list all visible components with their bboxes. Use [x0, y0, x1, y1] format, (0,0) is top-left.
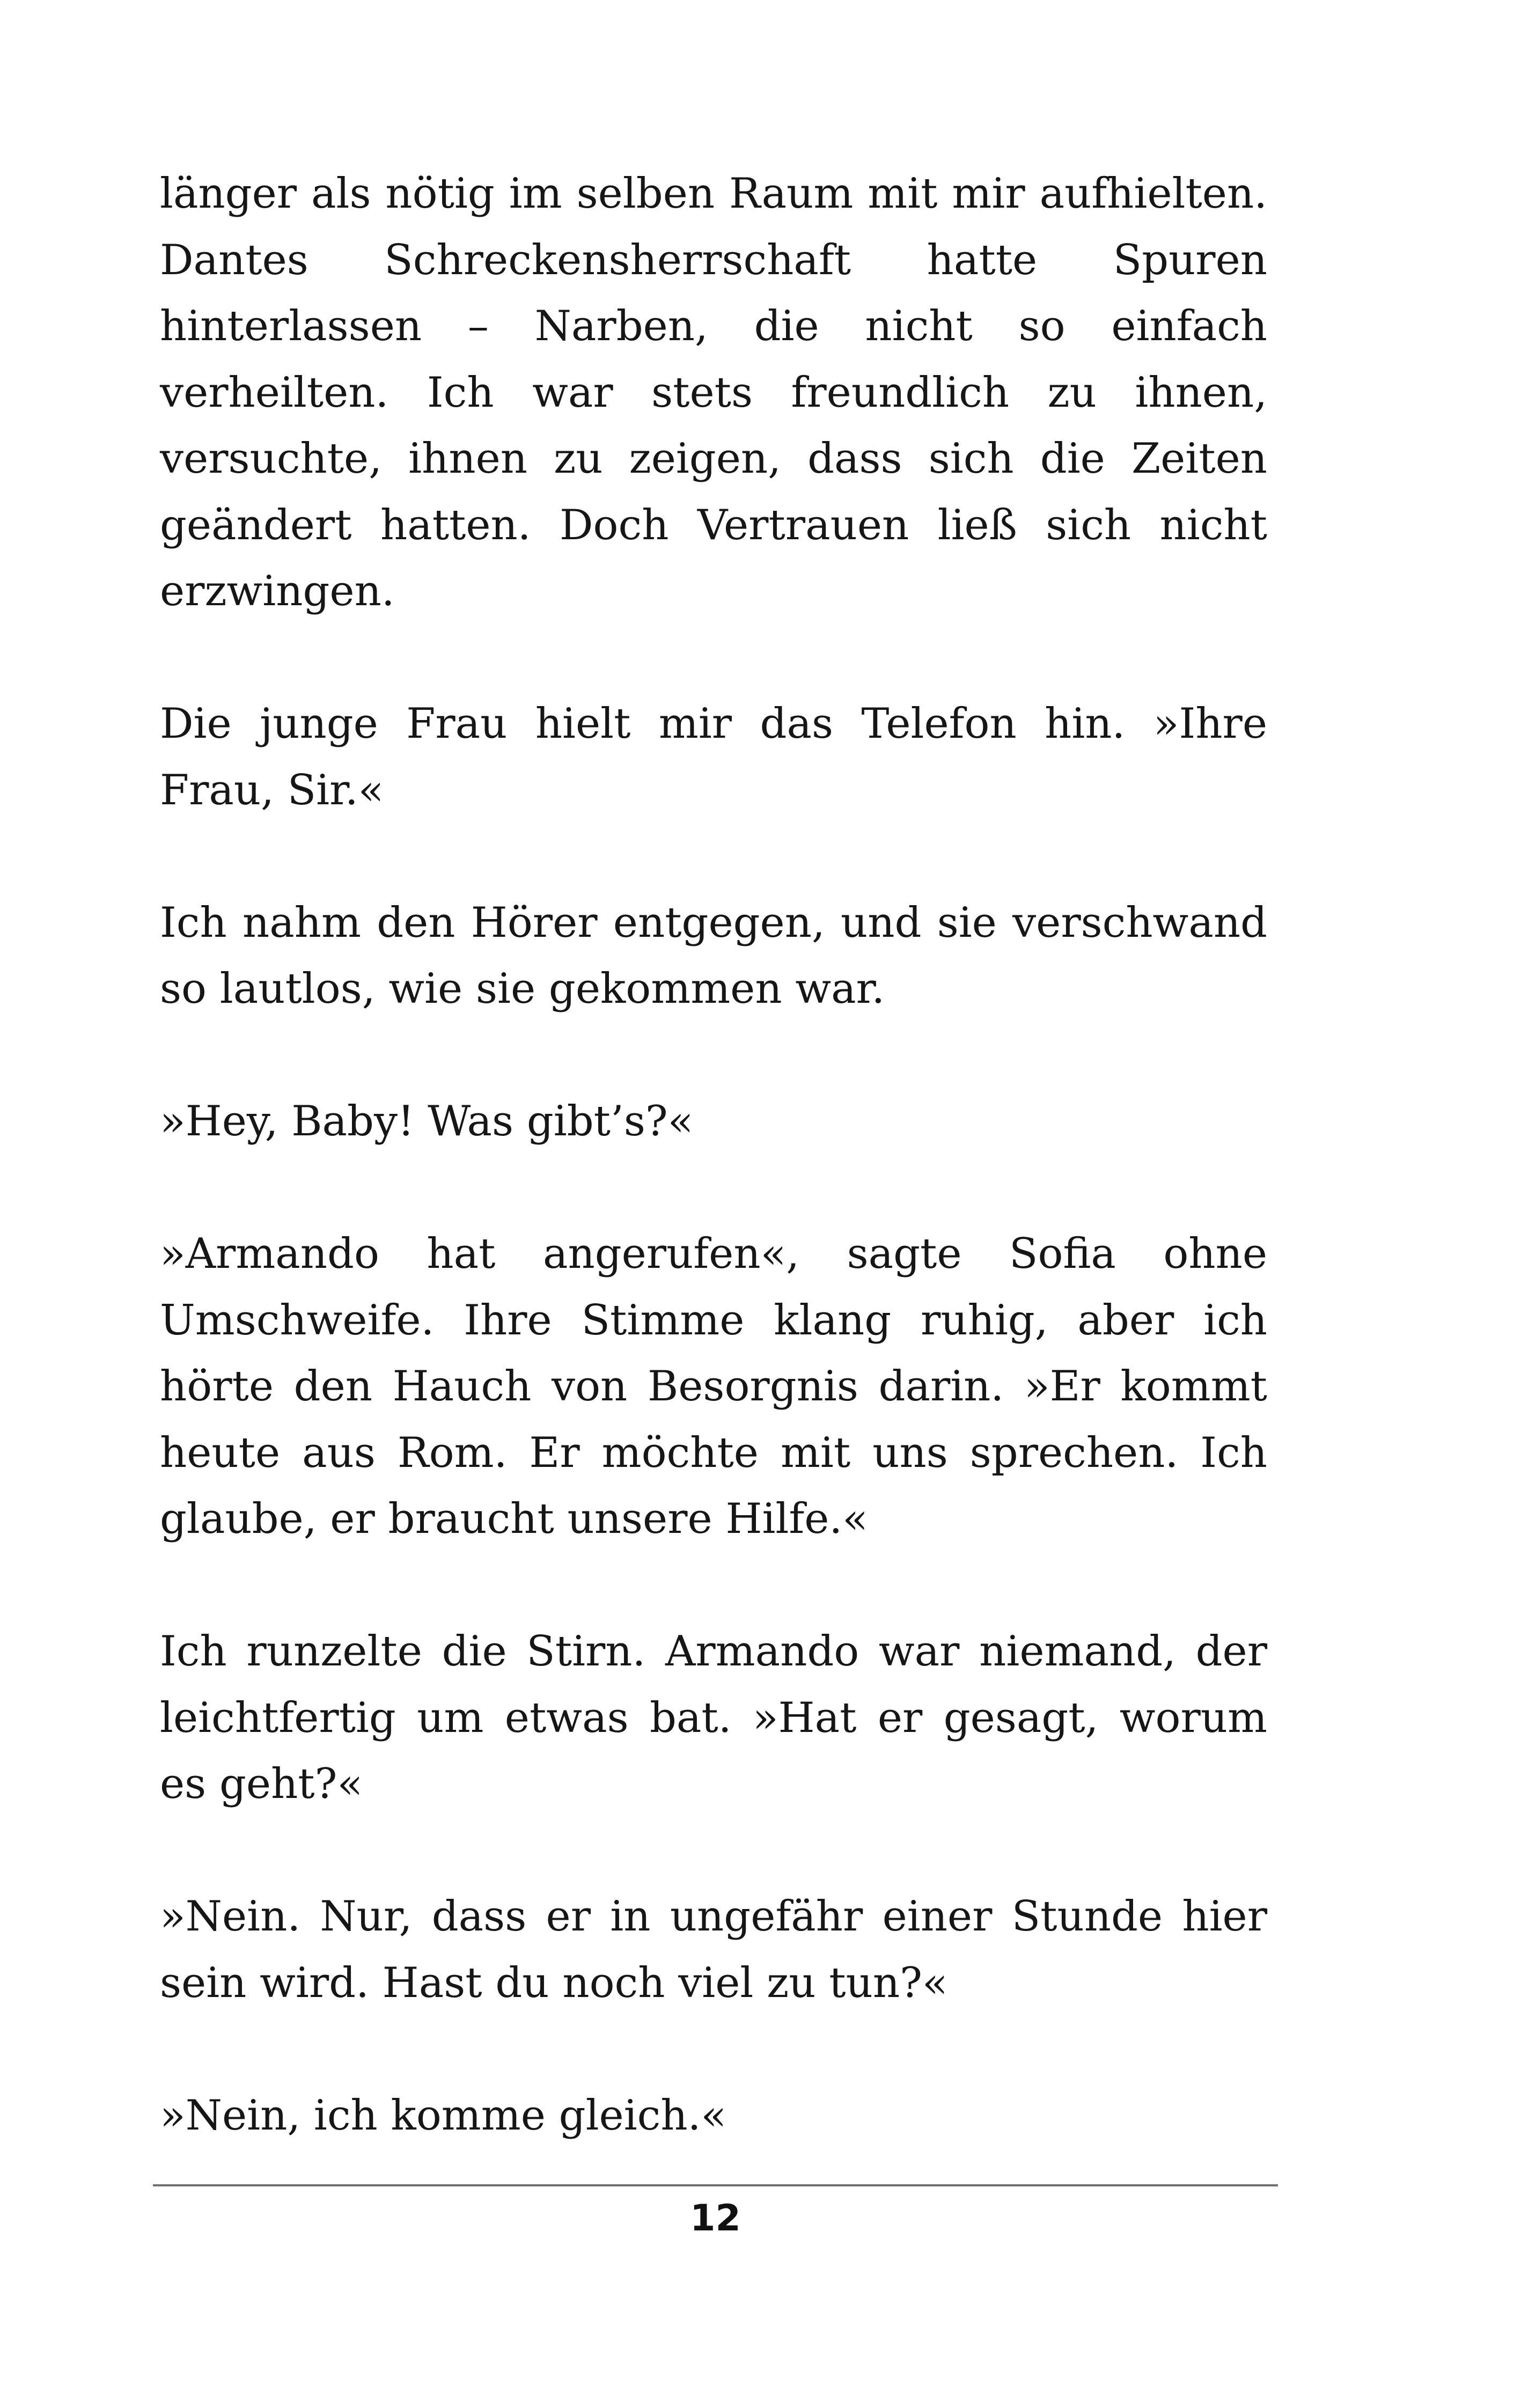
paragraph-3: Ich nahm den Hörer entgegen, und sie verschwand so lautlos, wie sie gekommen war.	[160, 898, 1267, 1013]
body-text	[160, 161, 1267, 2149]
paragraph-7: »Nein. Nur, dass er in ungefähr einer Stunde hier sein wird. Hast du noch viel zu tun?«	[160, 1892, 1267, 2007]
paragraph-2: Die junge Frau hielt mir das Telefon hin. »Ihre Frau, Sir.«	[160, 700, 1267, 814]
page-number: 12	[690, 2197, 741, 2240]
paragraph-6: Ich runzelte die Stirn. Armando war niemand, der leichtfertig um etwas bat. »Hat er gesagt, worum es geht?«	[160, 1627, 1267, 1808]
paragraph-5: »Armando hat angerufen«, sagte Sofia ohne Umschweife. Ihre Stimme klang ruhig, aber ich hörte den Hauch von Besorgnis darin. »Er kommt heute aus Rom. Er möchte mit uns sprechen. Ich glaube, er braucht unsere Hilfe.«	[160, 1230, 1267, 1543]
paragraph-4: »Hey, Baby! Was gibt’s?«	[160, 1097, 694, 1146]
footer-divider	[153, 2184, 1278, 2186]
paragraph-8: »Nein, ich komme gleich.«	[160, 2091, 727, 2140]
paragraph-1: länger als nötig im selben Raum mit mir aufhielten. Dantes Schreckensherrschaft hatte Spuren hinterlassen – Narben, die nicht so einfach verheilten. Ich war stets freundlich zu ihnen, versuchte, ihnen zu zeigen, dass sich die Zeiten geändert hatten. Doch Vertrauen ließ sich nicht erzwingen.	[160, 170, 1267, 615]
